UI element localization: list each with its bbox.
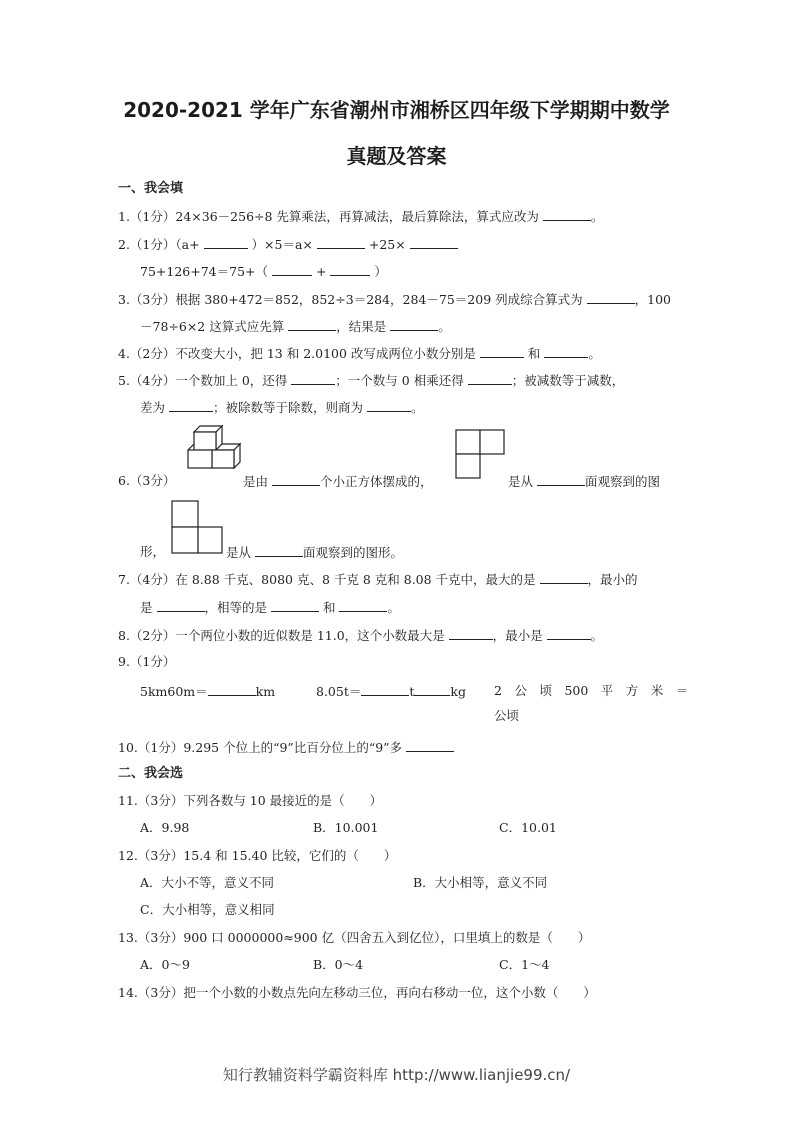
answer-blank[interactable]: [317, 235, 365, 249]
cube-stack-figure: [184, 424, 242, 486]
unit-label: kg: [450, 684, 466, 699]
question-text: 是: [140, 600, 153, 615]
answer-blank[interactable]: [587, 290, 635, 304]
question-5-line2: [140, 398, 424, 417]
answer-blank[interactable]: [406, 738, 454, 752]
option-c[interactable]: C．10.01: [499, 820, 557, 835]
punctuation: 。: [438, 319, 451, 334]
question-6: [118, 472, 175, 490]
question-1: [118, 207, 603, 226]
punctuation: 。: [590, 628, 604, 643]
question-text: 是由: [243, 474, 269, 489]
answer-blank[interactable]: [468, 371, 512, 385]
answer-blank[interactable]: [272, 472, 320, 486]
question-text: ）: [374, 264, 387, 279]
question-text: ，最小是: [492, 628, 543, 643]
answer-blank[interactable]: [367, 398, 411, 412]
question-9-unit: 公顷: [494, 708, 520, 723]
question-10: [118, 738, 454, 757]
answer-blank[interactable]: [204, 235, 248, 249]
question-6-part: [243, 472, 433, 491]
question-text: 个小正方体摆成的，: [320, 474, 433, 489]
question-text: 和: [322, 600, 336, 615]
question-6-line2: [140, 543, 165, 561]
question-text: 2.（1分）（a+: [118, 237, 200, 252]
question-text: ；一个数与 0 相乘还得: [335, 373, 464, 388]
question-9-part1: [140, 682, 275, 701]
option-b[interactable]: B．10.001: [313, 820, 379, 835]
question-text: 3.（3分）根据 380+472＝852，852÷3＝284，284－75＝209 列成综合算式为: [118, 292, 583, 307]
question-13: 13.（3分）900 口 0000000≈900 亿（四舍五入到亿位），口里填上的数是（ ）: [118, 930, 591, 945]
answer-blank[interactable]: [169, 398, 213, 412]
option-b[interactable]: B．大小相等，意义不同: [413, 875, 548, 890]
question-11: 11.（3分）下列各数与 10 最接近的是（ ）: [118, 793, 383, 808]
answer-blank[interactable]: [330, 262, 370, 276]
answer-blank[interactable]: [414, 682, 450, 696]
answer-blank[interactable]: [272, 262, 312, 276]
answer-blank[interactable]: [390, 317, 438, 331]
question-text: 形，: [140, 544, 166, 559]
answer-blank[interactable]: [157, 598, 205, 612]
question-text: ；被除数等于除数，则商为: [213, 400, 364, 415]
punctuation: 。: [588, 346, 601, 361]
footer-watermark: 知行教辅资料学霸资料库 http://www.lianjie99.cn/: [222, 1066, 571, 1084]
answer-blank[interactable]: [480, 344, 524, 358]
question-8: [118, 626, 603, 645]
question-text: ，100: [634, 292, 671, 307]
page-title: 2020-2021 学年广东省潮州市湘桥区四年级下学期期中数学: [123, 98, 670, 122]
question-text: ；被减数等于减数，: [511, 373, 625, 388]
question-3-line2: [140, 317, 451, 336]
question-text: －78÷6×2 这算式应先算: [140, 319, 285, 334]
question-text: 4.（2分）不改变大小，把 13 和 2.0100 改写成两位小数分别是: [118, 346, 476, 361]
answer-blank[interactable]: [291, 371, 335, 385]
question-text: 75+126+74＝75+（: [140, 264, 268, 279]
question-9: 9.（1分）: [118, 654, 176, 669]
question-3: [118, 290, 671, 309]
question-5: [118, 371, 624, 390]
question-text: 5km60m＝: [140, 684, 208, 699]
section-heading-choose: 二、我会选: [118, 766, 184, 781]
question-6-part2: [508, 472, 660, 491]
question-text: 面观察到的图: [585, 474, 661, 489]
option-a[interactable]: A．大小不等，意义不同: [140, 875, 275, 890]
unit-label: t: [409, 684, 415, 699]
front-view-figure: [454, 428, 506, 486]
answer-blank[interactable]: [410, 235, 458, 249]
punctuation: 。: [387, 600, 400, 615]
question-text: +25×: [368, 237, 406, 252]
answer-blank[interactable]: [208, 682, 256, 696]
question-text: 5.（4分）一个数加上 0，还得: [118, 373, 288, 388]
question-2: [118, 235, 458, 254]
question-text: 6.（3分）: [118, 473, 176, 488]
question-9-part2: [316, 682, 466, 701]
question-text: 差为: [140, 400, 166, 415]
question-text: 面观察到的图形。: [303, 545, 404, 560]
question-4: [118, 344, 601, 363]
question-text: 8.05t＝: [316, 684, 362, 699]
option-a[interactable]: A．0～9: [140, 957, 190, 972]
question-text: 和: [527, 346, 541, 361]
option-a[interactable]: A．9.98: [140, 820, 190, 835]
unit-label: km: [255, 684, 276, 699]
answer-blank[interactable]: [544, 344, 588, 358]
option-c[interactable]: C．大小相等，意义相同: [140, 902, 275, 917]
option-b[interactable]: B．0～4: [313, 957, 364, 972]
question-text: 10.（1分）9.295 个位上的“9”比百分位上的“9”多: [118, 740, 403, 755]
section-heading-fill: 一、我会填: [118, 181, 184, 196]
question-14: 14.（3分）把一个小数的小数点先向左移动三位，再向右移动一位，这个小数（ ）: [118, 985, 596, 1000]
answer-blank[interactable]: [449, 626, 493, 640]
question-text: 8.（2分）一个两位小数的近似数是 11.0，这个小数最大是: [118, 628, 445, 643]
punctuation: 。: [590, 209, 604, 224]
question-text: 是从: [226, 545, 252, 560]
punctuation: 。: [411, 400, 424, 415]
answer-blank[interactable]: [537, 472, 585, 486]
option-c[interactable]: C．1～4: [499, 957, 550, 972]
answer-blank[interactable]: [255, 543, 303, 557]
question-7: [118, 570, 638, 589]
answer-blank[interactable]: [361, 682, 409, 696]
question-9-part3: 2 公 顷 500 平 方 米 ＝: [494, 683, 689, 698]
question-6-line2b: [226, 543, 403, 562]
question-text: ）×5＝a×: [251, 237, 313, 252]
question-text: ，最小的: [587, 572, 638, 587]
page-subtitle: 真题及答案: [346, 144, 447, 168]
question-12: 12.（3分）15.4 和 15.40 比较，它们的（ ）: [118, 848, 397, 863]
question-text: 1.（1分）24×36－256÷8 先算乘法，再算减法，最后算除法，算式应改为: [118, 209, 539, 224]
answer-blank[interactable]: [339, 598, 387, 612]
side-view-figure: [170, 499, 226, 555]
question-text: ，结果是: [336, 319, 387, 334]
question-text: ，相等的是: [204, 600, 268, 615]
answer-blank[interactable]: [540, 570, 588, 584]
question-2-line2: [140, 262, 387, 281]
answer-blank[interactable]: [547, 626, 591, 640]
question-text: +: [315, 264, 327, 279]
question-7-line2: [140, 598, 400, 617]
answer-blank[interactable]: [543, 207, 591, 221]
question-text: 是从: [508, 474, 534, 489]
question-text: 7.（4分）在 8.88 千克、8080 克、8 千克 8 克和 8.08 千克中，最大的是: [118, 572, 536, 587]
answer-blank[interactable]: [288, 317, 336, 331]
answer-blank[interactable]: [271, 598, 319, 612]
